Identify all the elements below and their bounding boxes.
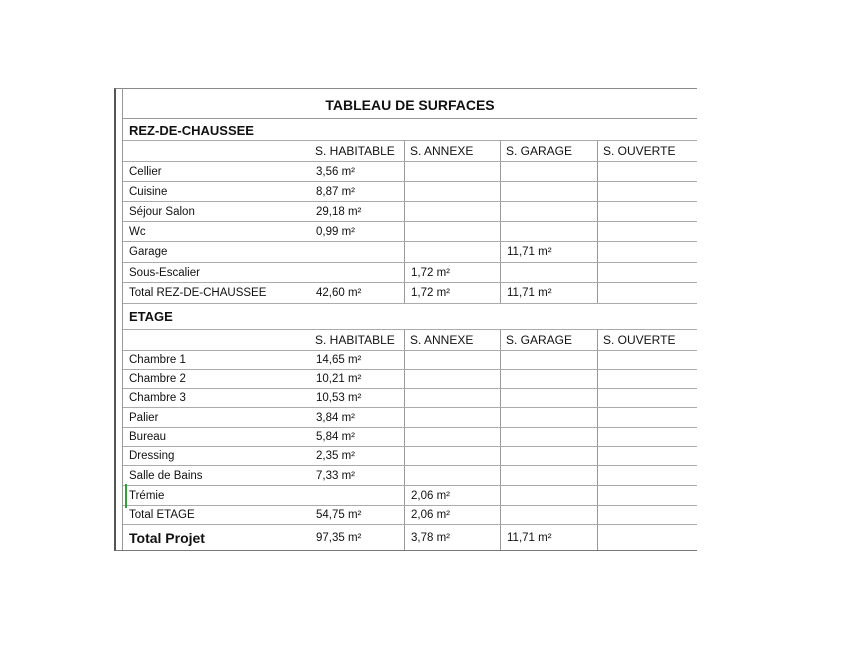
header-garage: S. GARAGE — [501, 330, 598, 350]
cell-annexe — [405, 370, 501, 388]
header-habitable: S. HABITABLE — [310, 330, 405, 350]
cell-habitable: 5,84 m² — [310, 428, 405, 446]
cell-ouverte — [598, 162, 697, 181]
cell-ouverte — [598, 447, 697, 465]
cell-annexe — [405, 351, 501, 369]
cell-garage — [501, 370, 598, 388]
cell-habitable — [310, 486, 405, 505]
cell-ouverte — [598, 351, 697, 369]
cell-garage — [501, 389, 598, 407]
table-row — [123, 389, 697, 408]
cell-garage — [501, 506, 598, 524]
cell-ouverte — [598, 525, 697, 550]
cell-annexe: 3,78 m² — [405, 525, 501, 550]
header-habitable: S. HABITABLE — [310, 141, 405, 161]
cell-garage — [501, 222, 598, 241]
table-row — [123, 182, 697, 202]
table-row — [123, 466, 697, 486]
cell-ouverte — [598, 202, 697, 221]
row-label: Total REZ-DE-CHAUSSEE — [129, 287, 267, 299]
cell-habitable: 8,87 m² — [310, 182, 405, 201]
cell-habitable — [310, 263, 405, 282]
row-label: Sous-Escalier — [129, 266, 200, 279]
row-label: Trémie — [129, 489, 165, 502]
cell-ouverte — [598, 466, 697, 485]
table-row-total — [123, 525, 697, 550]
section-heading-rez-de-chaussee — [123, 121, 697, 141]
cell-habitable: 14,65 m² — [310, 351, 405, 369]
cell-garage — [501, 428, 598, 446]
cell-annexe: 2,06 m² — [405, 486, 501, 505]
column-header-row — [123, 330, 697, 351]
cell-garage: 11,71 m² — [501, 283, 598, 303]
cell-selection-marker — [125, 484, 127, 508]
cell-habitable: 0,99 m² — [310, 222, 405, 241]
cell-garage — [501, 447, 598, 465]
cell-annexe: 1,72 m² — [405, 283, 501, 303]
cell-garage — [501, 408, 598, 427]
cell-habitable: 7,33 m² — [310, 466, 405, 485]
cell-annexe — [405, 202, 501, 221]
cell-habitable: 29,18 m² — [310, 202, 405, 221]
row-label: Bureau — [129, 431, 167, 443]
header-annexe: S. ANNEXE — [405, 141, 501, 161]
row-label: Wc — [129, 225, 146, 238]
row-label: Salle de Bains — [129, 469, 203, 482]
row-label: Total Projet — [129, 529, 205, 546]
header-annexe: S. ANNEXE — [405, 330, 501, 350]
section-title: REZ-DE-CHAUSSEE — [129, 123, 254, 138]
cell-ouverte — [598, 263, 697, 282]
cell-habitable: 97,35 m² — [310, 525, 405, 550]
row-label: Cuisine — [129, 185, 168, 198]
cell-habitable: 3,56 m² — [310, 162, 405, 181]
cell-annexe — [405, 222, 501, 241]
table-row — [123, 242, 697, 263]
cell-annexe — [405, 447, 501, 465]
cell-ouverte — [598, 389, 697, 407]
table-title: TABLEAU DE SURFACES — [123, 92, 697, 119]
cell-habitable: 3,84 m² — [310, 408, 405, 427]
cell-annexe — [405, 162, 501, 181]
cell-ouverte — [598, 486, 697, 505]
row-label: Chambre 1 — [129, 354, 186, 366]
cell-ouverte — [598, 242, 697, 262]
row-label: Dressing — [129, 450, 175, 462]
cell-garage — [501, 162, 598, 181]
header-blank — [123, 330, 310, 350]
row-label: Palier — [129, 411, 159, 424]
table-row — [123, 428, 697, 447]
cell-garage — [501, 351, 598, 369]
cell-garage — [501, 202, 598, 221]
row-label: Garage — [129, 246, 168, 258]
cell-ouverte — [598, 283, 697, 303]
row-label: Cellier — [129, 165, 162, 178]
cell-annexe — [405, 182, 501, 201]
cell-garage: 11,71 m² — [501, 525, 598, 550]
cell-ouverte — [598, 182, 697, 201]
table-row-subtotal — [123, 506, 697, 525]
cell-ouverte — [598, 408, 697, 427]
cell-habitable: 2,35 m² — [310, 447, 405, 465]
cell-annexe: 2,06 m² — [405, 506, 501, 524]
cell-annexe — [405, 408, 501, 427]
cell-ouverte — [598, 222, 697, 241]
cell-ouverte — [598, 428, 697, 446]
cell-garage — [501, 182, 598, 201]
section-title: ETAGE — [129, 309, 173, 324]
cell-habitable: 54,75 m² — [310, 506, 405, 524]
cell-habitable — [310, 242, 405, 262]
row-label: Chambre 2 — [129, 373, 186, 385]
table-row-subtotal — [123, 283, 697, 304]
cell-garage — [501, 263, 598, 282]
header-garage: S. GARAGE — [501, 141, 598, 161]
cell-ouverte — [598, 370, 697, 388]
table-row — [123, 263, 697, 283]
cell-garage — [501, 486, 598, 505]
cell-habitable: 10,21 m² — [310, 370, 405, 388]
row-label: Chambre 3 — [129, 392, 186, 404]
column-header-row — [123, 141, 697, 162]
table-row — [123, 370, 697, 389]
table-row — [123, 162, 697, 182]
table-row — [123, 408, 697, 428]
header-ouverte: S. OUVERTE — [603, 333, 676, 347]
table-row — [123, 351, 697, 370]
cell-annexe — [405, 389, 501, 407]
cell-annexe: 1,72 m² — [405, 263, 501, 282]
header-ouverte: S. OUVERTE — [603, 144, 676, 158]
table-row — [123, 447, 697, 466]
table-row — [123, 222, 697, 242]
table-row — [123, 486, 697, 506]
cell-habitable: 42,60 m² — [310, 283, 405, 303]
cell-annexe — [405, 428, 501, 446]
row-label: Total ETAGE — [129, 509, 195, 521]
cell-garage: 11,71 m² — [501, 242, 598, 262]
cell-annexe — [405, 466, 501, 485]
cell-ouverte — [598, 506, 697, 524]
cell-garage — [501, 466, 598, 485]
table-row — [123, 202, 697, 222]
cell-habitable: 10,53 m² — [310, 389, 405, 407]
section-heading-etage — [123, 304, 697, 330]
cell-annexe — [405, 242, 501, 262]
row-label: Séjour Salon — [129, 205, 195, 218]
header-blank — [123, 141, 310, 161]
